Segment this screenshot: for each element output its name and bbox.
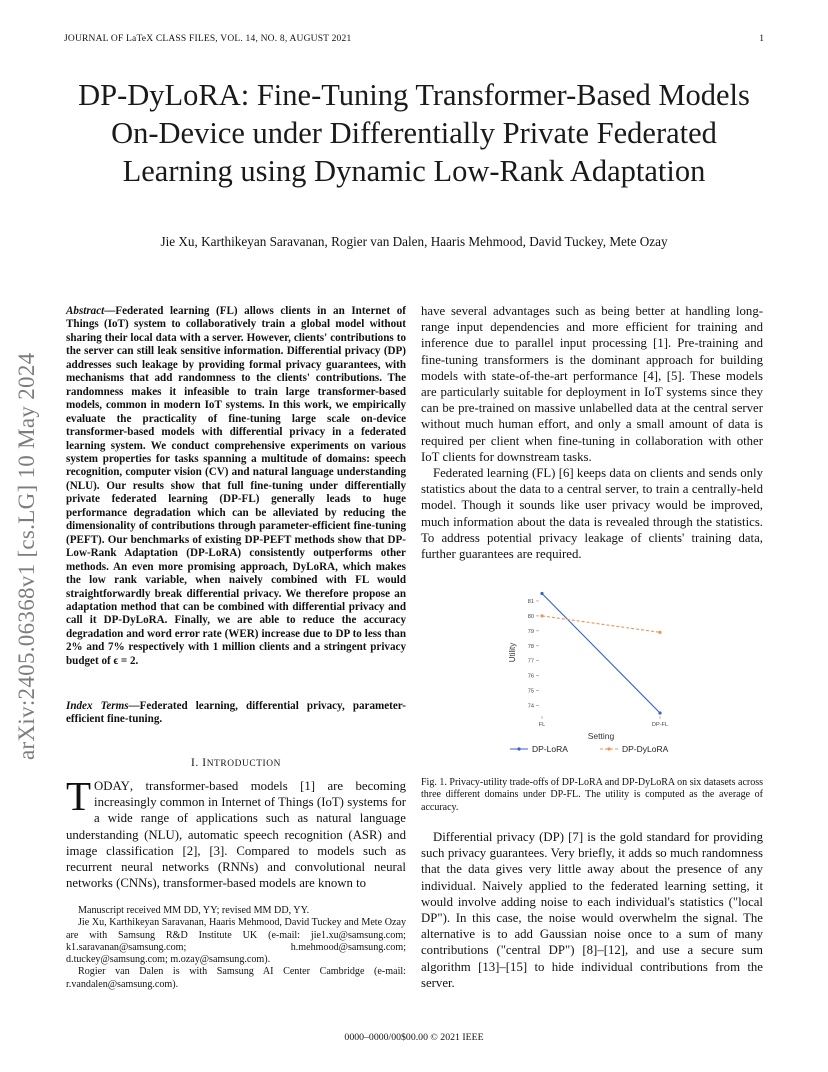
journal-name: JOURNAL OF LaTeX CLASS FILES, VOL. 14, NO. 8, AUGUST 2021 bbox=[64, 34, 352, 44]
y-tick-label: 75 bbox=[527, 688, 534, 695]
legend-label: DP-LoRA bbox=[532, 744, 568, 754]
intro-first-word: ODAY bbox=[94, 779, 130, 793]
index-terms-label: Index Terms bbox=[66, 700, 129, 712]
figure-caption: Fig. 1. Privacy-utility trade-offs of DP-LoRA and DP-DyLoRA on six datasets across three different domains under DP-FL. The utility is computed as the average of accuracy. bbox=[421, 777, 763, 813]
abstract-label: Abstract bbox=[66, 305, 105, 317]
legend-label: DP-DyLoRA bbox=[622, 744, 669, 754]
y-tick-label: 79 bbox=[527, 628, 534, 635]
abstract-text: —Federated learning (FL) allows clients in an Internet of Things (IoT) system to collaboratively train a global model without sharing their local data with a server. However, clients' contributions to the server can still leak sensitive information. Differential privacy (DP) addresses such leakage by providing formal privacy guarantees, with mechanisms that add randomness to the clients' contributions. The randomness makes it infeasible to train large transformer-based models, common in modern IoT systems. In this work, we empirically evaluate the practicality of fine-tuning large scale on-device transformer-based models with differential privacy in a federated learning system. We conduct comprehensive experiments on various system properties for tasks spanning a multitude of domains: speech recognition, computer vision (CV) and natural language understanding (NLU). Our results show that full fine-tuning under differentially private federated learning (DP-FL) generally leads to huge performance degradation which can be alleviated by reducing the dimensionality of contributions through parameter-efficient fine-tuning (PEFT). Our benchmarks of existing DP-PEFT methods show that DP-Low-Rank Adaptation (DP-LoRA) consistently outperforms other methods. An even more promising approach, DyLoRA, which makes the low rank variable, when naively combined with FL would straightforwardly break differential privacy. We therefore propose an adaptation method that can be combined with differential privacy and call it DP-DyLoRA. Finally, we are able to reduce the accuracy degradation and word error rate (WER) increase due to DP to less than 2% and 7% respectively with 1 million clients and a stringent privacy budget of ϵ = 2. bbox=[66, 305, 406, 667]
data-point bbox=[540, 592, 543, 595]
index-terms-text: —Federated learning, differential privacy, parameter-efficient fine-tuning. bbox=[66, 700, 406, 726]
legend-marker bbox=[517, 747, 520, 750]
drop-cap: T bbox=[66, 773, 92, 819]
data-point bbox=[658, 711, 661, 714]
section-number: I. bbox=[190, 757, 199, 769]
copyright-footer: 0000–0000/00$00.00 © 2021 IEEE bbox=[344, 1032, 484, 1043]
x-tick-label: DP-FL bbox=[651, 722, 669, 728]
running-header bbox=[64, 34, 351, 44]
paragraph: Differential privacy (DP) [7] is the gold standard for providing such privacy guarantees. Very briefly, it adds so much randomness that the data gives very little away about the presence of any individual. Naively applied to the federated learning setting, it would involve adding noise to each individual's statistics ("local DP"). In this case, the noise would overwhelm the signal. The alternative is to add Gaussian noise once to a sum of many contributions ("central DP") [8]–[12], and use a secure sum algorithm [13]–[15] to hide individual contributions from the server. bbox=[421, 830, 763, 990]
data-point bbox=[540, 614, 543, 617]
figure-1-chart bbox=[506, 583, 680, 761]
intro-paragraph bbox=[66, 773, 406, 891]
author-list: Jie Xu, Karthikeyan Saravanan, Rogier van Dalen, Haaris Mehmood, David Tuckey, Mete Ozay bbox=[160, 234, 668, 249]
x-axis-label: Setting bbox=[587, 731, 615, 741]
arxiv-stamp: arXiv:2405.06368v1 [cs.LG] 10 May 2024 bbox=[14, 352, 39, 760]
abstract bbox=[66, 305, 406, 668]
y-tick-label: 78 bbox=[527, 643, 534, 650]
section-heading bbox=[66, 757, 406, 769]
y-tick-label: 74 bbox=[527, 703, 534, 710]
section-title-rest: NTRODUCTION bbox=[206, 759, 281, 769]
right-column-top bbox=[421, 303, 763, 562]
legend-marker bbox=[607, 747, 610, 750]
series-line-dp-dylora bbox=[542, 616, 660, 632]
footnote-affiliation: Jie Xu, Karthikeyan Saravanan, Haaris Mehmood, David Tuckey and Mete Ozay are with Samsung R&D Institute UK (e-mail: jie1.xu@samsung.com; k1.saravanan@samsung.com; h.mehmood@samsung.com; d.tuckey@samsung.com; m.ozay@samsung.com). bbox=[66, 917, 406, 966]
y-tick-label: 80 bbox=[527, 613, 534, 620]
paper-title: DP-DyLoRA: Fine-Tuning Transformer-Based Models On-Device under Differentially Private Federated Learning using Dynamic Low-Rank Adaptation bbox=[78, 78, 750, 188]
y-tick-label: 81 bbox=[527, 598, 534, 605]
intro-text: , transformer-based models [1] are becoming increasingly common in Internet of Things (IoT) systems for a wide range of applications such as natural language understanding (NLU), automatic speech recognition (ASR) and image classification [2], [3]. Compared to models such as recurrent neural networks (RNNs) and convolutional neural networks (CNNs), transformer-based models are known to bbox=[66, 779, 406, 891]
footnote-manuscript: Manuscript received MM DD, YY; revised MM DD, YY. bbox=[78, 905, 310, 916]
section-title-first: I bbox=[202, 757, 207, 769]
paragraph: have several advantages such as being better at handling long-range input dependencies and more efficient for training and inference due to parallel input processing [1]. Pre-training and fine-tuning transformers is the dominant approach for building models with state-of-the-art performance [4], [5]. These models are particularly suitable for deployment in IoT systems since they can be pre-trained on massive unlabelled data at the central server without much human effort, and only a small amount of data is required per client when fine-tuning in collaboration with other IoT clients for downstream tasks. bbox=[421, 304, 763, 464]
y-tick-label: 77 bbox=[527, 658, 534, 665]
y-axis-label: Utility bbox=[508, 642, 517, 663]
x-tick-label: FL bbox=[538, 722, 546, 728]
y-tick-label: 76 bbox=[527, 673, 534, 680]
footnote-affiliation-2: Rogier van Dalen is with Samsung AI Center Cambridge (e-mail: r.vandalen@samsung.com). bbox=[66, 966, 406, 990]
index-terms bbox=[66, 700, 406, 727]
data-point bbox=[658, 631, 661, 634]
paragraph: Federated learning (FL) [6] keeps data on clients and sends only statistics about the data to a central server, to train a centrally-held model. Though it sounds like user privacy would be improved, much information about the data is revealed through the statistics. To address potential privacy leakage of clients' training data, further guarantees are required. bbox=[421, 466, 763, 562]
footnotes bbox=[66, 905, 406, 991]
right-column-bottom bbox=[421, 829, 763, 991]
page-number: 1 bbox=[759, 34, 764, 44]
series-line-dp-lora bbox=[542, 593, 660, 713]
